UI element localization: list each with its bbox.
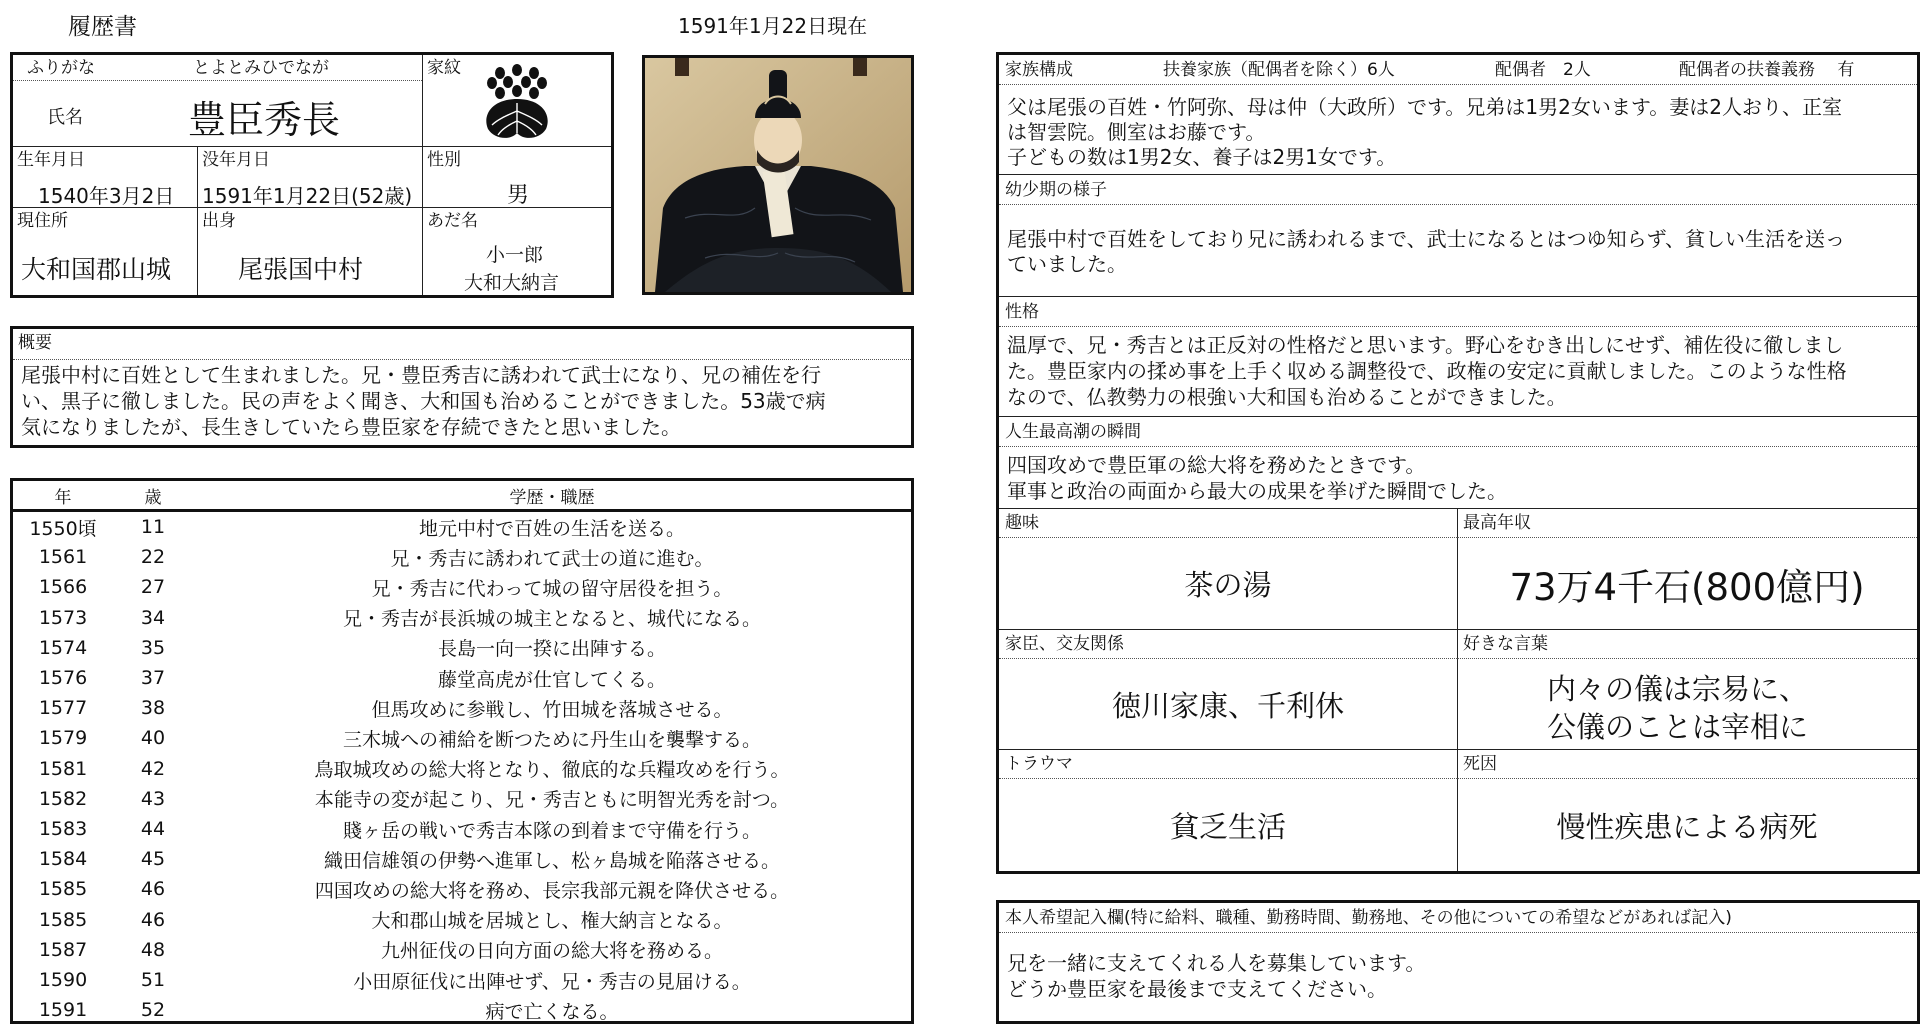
- request-header: [999, 903, 1917, 933]
- trauma-value: 貧乏生活: [1169, 809, 1286, 844]
- peak-body: [999, 447, 1917, 509]
- birth-value: 1540年3月2日: [38, 184, 175, 208]
- row-year: 1590: [38, 969, 88, 991]
- row-age: 37: [140, 667, 166, 689]
- words-body: [1457, 659, 1917, 750]
- row-year: 1591: [38, 999, 88, 1022]
- history-header: [13, 481, 911, 512]
- address-cell: [13, 208, 198, 295]
- childhood-header: [999, 175, 1917, 205]
- name-value: 豊臣秀長: [188, 98, 341, 142]
- family-spouse: 配偶者 2人: [1495, 60, 1591, 80]
- table-row: [13, 512, 911, 542]
- origin-label: 出身: [202, 211, 236, 231]
- income-header: [1457, 509, 1917, 538]
- header-year: 年: [54, 487, 72, 508]
- origin-value: 尾張国中村: [238, 255, 364, 284]
- childhood-body: [999, 205, 1917, 297]
- income-label: 最高年収: [1463, 513, 1531, 533]
- table-row: [13, 663, 911, 693]
- summary-box: [10, 326, 914, 448]
- row-career: 兄・秀吉に代わって城の留守居役を担う。: [371, 577, 733, 600]
- document-date: 1591年1月22日現在: [678, 14, 868, 38]
- furigana-value: とよとみひでなが: [193, 58, 329, 78]
- row-age: 46: [140, 908, 166, 931]
- trauma-header: [999, 750, 1457, 779]
- row-year: 1583: [38, 818, 88, 840]
- family-dependents: 扶養家族（配偶者を除く）6人: [1163, 60, 1395, 80]
- row-career: 兄・秀吉が長浜城の城主となると、城代になる。: [342, 608, 761, 631]
- cause-header: [1457, 750, 1917, 779]
- request-label: 本人希望記入欄(特に給料、職種、勤務時間、勤務地、その他についての希望などがあれば記入): [1005, 908, 1732, 928]
- header-career: 学歴・職歴: [509, 487, 595, 508]
- row-age: 52: [140, 999, 166, 1022]
- table-row: [13, 542, 911, 572]
- cause-value: 慢性疾患による病死: [1556, 809, 1818, 844]
- cause-body: [1457, 779, 1917, 871]
- table-row: [13, 572, 911, 602]
- paulownia-crest-icon: [480, 63, 554, 143]
- summary-line-3: 気になりましたが、長生きしていたら豊臣家を存続できたと思いました。: [21, 415, 681, 439]
- row-career: 大和郡山城を居城とし、権大納言となる。: [371, 910, 733, 933]
- row-year: 1576: [38, 667, 88, 689]
- death-label: 没年月日: [202, 150, 270, 170]
- hobby-label: 趣味: [1005, 513, 1039, 533]
- table-row: [13, 723, 911, 753]
- row-year: 1584: [38, 848, 88, 871]
- row-year: 1550頃: [29, 517, 97, 540]
- address-label: 現住所: [17, 211, 68, 231]
- request-box: [996, 900, 1920, 1024]
- row-year: 1579: [38, 727, 88, 750]
- row-year: 1585: [38, 908, 88, 931]
- row-age: 51: [140, 969, 166, 991]
- family-label: 家族構成: [1005, 60, 1073, 80]
- row-career: 兄・秀吉に誘われて武士の道に進む。: [390, 547, 714, 570]
- trauma-label: トラウマ: [1005, 754, 1073, 774]
- nickname-label: あだ名: [427, 211, 478, 231]
- row-career: 織田信雄領の伊勢へ進軍し、松ヶ島城を陥落させる。: [323, 849, 780, 872]
- row-career: 三木城への補給を断つために丹生山を襲撃する。: [342, 728, 761, 751]
- hobby-header: [999, 509, 1457, 538]
- crest-label: 家紋: [427, 58, 461, 78]
- summary-label: 概要: [18, 333, 52, 353]
- words-line-2: 公儀のことは宰相に: [1547, 710, 1809, 744]
- header-age: 歳: [144, 487, 162, 508]
- summary-divider: [13, 359, 911, 360]
- peak-label: 人生最高潮の瞬間: [1005, 422, 1141, 442]
- summary-line-1: 尾張中村に百姓として生まれました。兄・豊臣秀吉に誘われて武士になり、兄の補佐を行: [21, 363, 821, 387]
- row-age: 38: [140, 697, 166, 720]
- crest-section: [423, 55, 611, 147]
- row-year: 1585: [38, 878, 88, 901]
- row-year: 1574: [38, 636, 88, 659]
- row-age: 22: [140, 546, 166, 569]
- sex-label: 性別: [427, 150, 461, 170]
- income-value: 73万4千石(800億円): [1509, 565, 1865, 609]
- words-label: 好きな言葉: [1463, 634, 1548, 654]
- trauma-body: [999, 779, 1457, 871]
- peak-line-2: 軍事と政治の両面から最大の成果を挙げた瞬間でした。: [1007, 479, 1507, 503]
- table-row: [13, 874, 911, 904]
- row-career: 四国攻めの総大将を務め、長宗我部元親を降伏させる。: [314, 879, 790, 902]
- row-year: 1581: [38, 757, 88, 780]
- profile-box: [10, 52, 614, 298]
- sex-value: 男: [507, 183, 530, 208]
- family-header: [999, 55, 1917, 85]
- family-line-2: は智雲院。側室はお藤です。: [1007, 120, 1266, 144]
- origin-cell: [198, 208, 423, 295]
- row-career: 但馬攻めに参戦し、竹田城を落城させる。: [371, 698, 733, 721]
- table-row: [13, 754, 911, 784]
- table-row: [13, 995, 911, 1025]
- hobby-value: 茶の湯: [1184, 568, 1272, 602]
- peak-header: [999, 417, 1917, 447]
- history-table: [10, 478, 914, 1024]
- table-row: [13, 965, 911, 995]
- portrait-image: [645, 58, 911, 292]
- table-row: [13, 935, 911, 965]
- row-career: 藤堂高虎が仕官してくる。: [437, 668, 666, 691]
- table-row: [13, 603, 911, 633]
- income-body: [1457, 538, 1917, 630]
- nickname-value-1: 小一郎: [486, 244, 544, 266]
- childhood-line-2: ていました。: [1007, 252, 1127, 276]
- relations-body: [999, 659, 1457, 750]
- death-cell: [198, 147, 423, 208]
- personality-label: 性格: [1005, 302, 1039, 322]
- address-value: 大和国郡山城: [21, 255, 172, 284]
- row-age: 46: [140, 878, 166, 901]
- cause-label: 死因: [1463, 754, 1497, 774]
- row-age: 35: [140, 636, 166, 659]
- row-year: 1577: [38, 697, 88, 720]
- row-year: 1587: [38, 938, 88, 961]
- personality-line-1: 温厚で、兄・秀吉とは正反対の性格だと思います。野心をむき出しにせず、補佐役に徹しまし: [1007, 333, 1844, 357]
- row-career: 長島一向一揆に出陣する。: [437, 638, 666, 661]
- table-row: [13, 844, 911, 874]
- row-career: 九州征伐の日向方面の総大将を務める。: [380, 940, 723, 963]
- table-row: [13, 905, 911, 935]
- row-year: 1573: [38, 606, 88, 629]
- row-age: 43: [140, 787, 166, 810]
- table-row: [13, 693, 911, 723]
- childhood-label: 幼少期の様子: [1005, 180, 1107, 200]
- nickname-value-2: 大和大納言: [464, 272, 560, 294]
- table-row: [13, 633, 911, 663]
- row-age: 40: [140, 727, 166, 750]
- family-spouse-support: 配偶者の扶養義務 有: [1679, 60, 1855, 80]
- request-line-1: 兄を一緒に支えてくれる人を募集しています。: [1007, 951, 1426, 975]
- relations-label: 家臣、交友関係: [1005, 634, 1124, 654]
- personality-header: [999, 297, 1917, 327]
- table-row: [13, 814, 911, 844]
- row-age: 48: [140, 938, 166, 961]
- request-line-2: どうか豊臣家を最後まで支えてください。: [1007, 977, 1387, 1001]
- family-body: [999, 85, 1917, 175]
- sex-cell: [423, 147, 611, 208]
- row-career: 小田原征伐に出陣せず、兄・秀吉の見届ける。: [353, 970, 751, 993]
- row-career: 病で亡くなる。: [485, 1000, 619, 1023]
- hobby-body: [999, 538, 1457, 630]
- nickname-cell: [423, 208, 611, 295]
- info-box: [996, 52, 1920, 874]
- family-line-3: 子どもの数は1男2女、養子は2男1女です。: [1007, 145, 1397, 169]
- relations-header: [999, 630, 1457, 659]
- personality-line-3: なので、仏教勢力の根強い大和国も治めることができました。: [1007, 385, 1567, 409]
- row-year: 1566: [38, 576, 88, 599]
- personality-body: [999, 327, 1917, 417]
- row-age: 11: [140, 516, 166, 538]
- row-year: 1561: [38, 546, 88, 569]
- birth-cell: [13, 147, 198, 208]
- row-age: 44: [140, 818, 166, 840]
- row-age: 42: [140, 757, 166, 780]
- row-career: 賤ヶ岳の戦いで秀吉本隊の到着まで守備を行う。: [342, 819, 761, 842]
- words-line-1: 内々の儀は宗易に、: [1547, 672, 1809, 706]
- portrait-frame: [642, 55, 914, 295]
- row-age: 27: [140, 576, 166, 599]
- row-career: 本能寺の変が起こり、兄・秀吉ともに明智光秀を討つ。: [314, 789, 790, 812]
- relations-value: 徳川家康、千利休: [1111, 688, 1344, 723]
- row-year: 1582: [38, 787, 88, 810]
- personality-line-2: た。豊臣家内の揉め事を上手く収める調整役で、政権の安定に貢献しました。このような性格: [1007, 359, 1847, 383]
- row-age: 34: [140, 606, 166, 629]
- birth-label: 生年月日: [17, 150, 85, 170]
- furigana-label: ふりがな: [27, 58, 95, 78]
- table-row: [13, 784, 911, 814]
- document-title: 履歴書: [68, 14, 137, 40]
- childhood-line-1: 尾張中村で百姓をしており兄に誘われるまで、武士になるとはつゆ知らず、貧しい生活を送っ: [1007, 227, 1845, 251]
- peak-line-1: 四国攻めで豊臣軍の総大将を務めたときです。: [1007, 453, 1426, 477]
- row-career: 地元中村で百姓の生活を送る。: [418, 517, 685, 540]
- row-career: 鳥取城攻めの総大将となり、徹底的な兵糧攻めを行う。: [314, 759, 790, 782]
- death-value: 1591年1月22日(52歳): [202, 184, 413, 208]
- name-section: [13, 55, 423, 147]
- name-label: 氏名: [47, 107, 83, 128]
- summary-line-2: い、黒子に徹しました。民の声をよく聞き、大和国も治めることができました。53歳で病: [21, 389, 826, 413]
- family-line-1: 父は尾張の百姓・竹阿弥、母は仲（大政所）です。兄弟は1男2女います。妻は2人おり、正室: [1007, 95, 1842, 119]
- words-header: [1457, 630, 1917, 659]
- row-age: 45: [140, 848, 166, 871]
